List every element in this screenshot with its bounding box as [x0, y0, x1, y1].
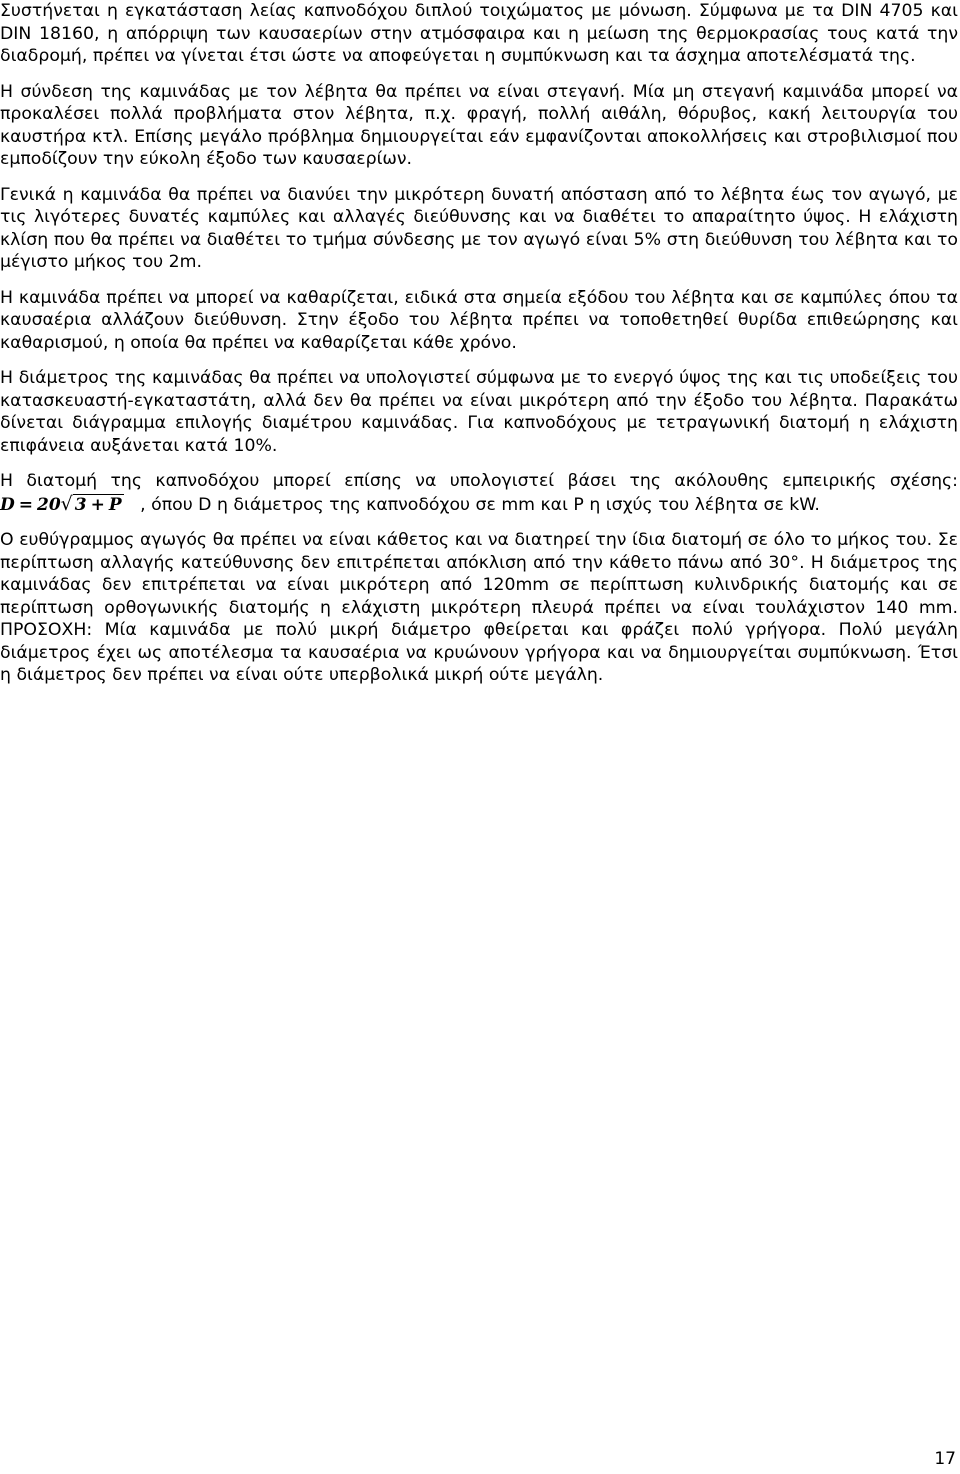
paragraph-boiler-connection: Η σύνδεση της καμινάδας με τον λέβητα θα πρέπει να είναι στεγανή. Μία μη στεγανή καμινάδα μπορεί να προκαλέσει πολλά προβλήματα στον λέβητα, π.χ. φραγή, πολλή αιθάλη, θόρυβος, κακή λειτουργία του καυστήρα κτλ. Επίσης μεγάλο πρόβλημα δημιουργείται εάν εμφανίζονται αποκολλήσεις και στροβιλισμοί που εμποδίζουν την εύκολη έξοδο των καυσαερίων.	[0, 81, 958, 169]
formula-radicand-variable: P	[108, 494, 122, 515]
square-root-symbol: √	[60, 492, 73, 515]
formula-coefficient: 20	[37, 494, 61, 515]
formula-lhs: D	[0, 494, 15, 515]
formula-equals: =	[18, 494, 33, 515]
formula-plus: +	[90, 494, 105, 515]
diameter-formula	[0, 492, 124, 515]
formula-radicand	[73, 494, 124, 515]
paragraph-chimney-routing: Γενικά η καμινάδα θα πρέπει να διανύει την μικρότερη δυνατή απόσταση από το λέβητα έως τον αγωγό, με τις λιγότερες δυνατές καμπύλες και αλλαγές διεύθυνσης και να διαθέτει το απαραίτητο ύψος. Η ελάχιστη κλίση που θα πρέπει να διαθέτει το τμήμα σύνδεσης με τον αγωγό είναι 5% στη διεύθυνση του λέβητα και το μέγιστο μήκος του 2m.	[0, 184, 958, 272]
formula-explanation-text: , όπου D η διάμετρος της καπνοδόχου σε mm και P η ισχύς του λέβητα σε kW.	[140, 494, 820, 515]
document-body	[0, 0, 958, 700]
paragraph-formula	[0, 470, 958, 516]
paragraph-chimney-cleaning: Η καμινάδα πρέπει να μπορεί να καθαρίζεται, ειδικά στα σημεία εξόδου του λέβητα και σε καμπύλες όπου τα καυσαέρια αλλάζουν διεύθυνση. Στην έξοδο του λέβητα πρέπει να τοποθετηθεί θυρίδα επιθεώρησης και καθαρισμού, η οποία θα πρέπει να καθαρίζεται κάθε χρόνο.	[0, 287, 958, 353]
formula-intro-text: Η διατομή της καπνοδόχου μπορεί επίσης να υπολογιστεί βάσει της ακόλουθης εμπειρικής σχέσης:	[0, 471, 958, 491]
page-number: 17	[934, 1449, 956, 1469]
formula-radicand-number: 3	[74, 494, 87, 515]
paragraph-chimney-installation: Συστήνεται η εγκατάσταση λείας καπνοδόχου διπλού τοιχώματος με μόνωση. Σύμφωνα με τα DIN 4705 και DIN 18160, η απόρριψη των καυσαερίων στην ατμόσφαιρα και η μείωση της θερμοκρασίας τους κατά την διαδρομή, πρέπει να γίνεται έτσι ώστε να αποφεύγεται η συμπύκνωση και τα άσχημα αποτελέσματά της.	[0, 1, 958, 66]
paragraph-straight-duct: Ο ευθύγραμμος αγωγός θα πρέπει να είναι κάθετος και να διατηρεί την ίδια διατομή σε όλο το μήκος του. Σε περίπτωση αλλαγής κατεύθυνσης δεν επιτρέπεται απόκλιση από την κάθετο πάνω από 30°. Η διάμετρος της καμινάδας δεν επιτρέπεται να είναι μικρότερη από 120mm σε περίπτωση κυλινδρικής διατομής και σε περίπτωση ορθογωνικής διατομής η ελάχιστη μικρότερη πλευρά πρέπει να είναι τουλάχιστον 140 mm. ΠΡΟΣΟΧΗ: Μία καμινάδα με πολύ μικρή διάμετρο φθείρεται και φράζει πολύ γρήγορα. Πολύ μεγάλη διάμετρος έχει ως αποτέλεσμα τα καυσαέρια να κρυώνουν γρήγορα και να δημιουργείται συμπύκνωση. Έτσι η διάμετρος δεν πρέπει να είναι ούτε υπερβολικά μικρή ούτε μεγάλη.	[0, 530, 958, 685]
paragraph-chimney-diameter: Η διάμετρος της καμινάδας θα πρέπει να υπολογιστεί σύμφωνα με το ενεργό ύψος της και τις υποδείξεις του κατασκευαστή-εγκαταστάτη, αλλά δεν θα πρέπει να είναι μικρότερη από την έξοδο του λέβητα. Παρακάτω δίνεται διάγραμμα επιλογής διαμέτρου καμινάδας. Για καπνοδόχους με τετραγωνική διατομή η ελάχιστη επιφάνεια αυξάνεται κατά 10%.	[0, 368, 958, 456]
